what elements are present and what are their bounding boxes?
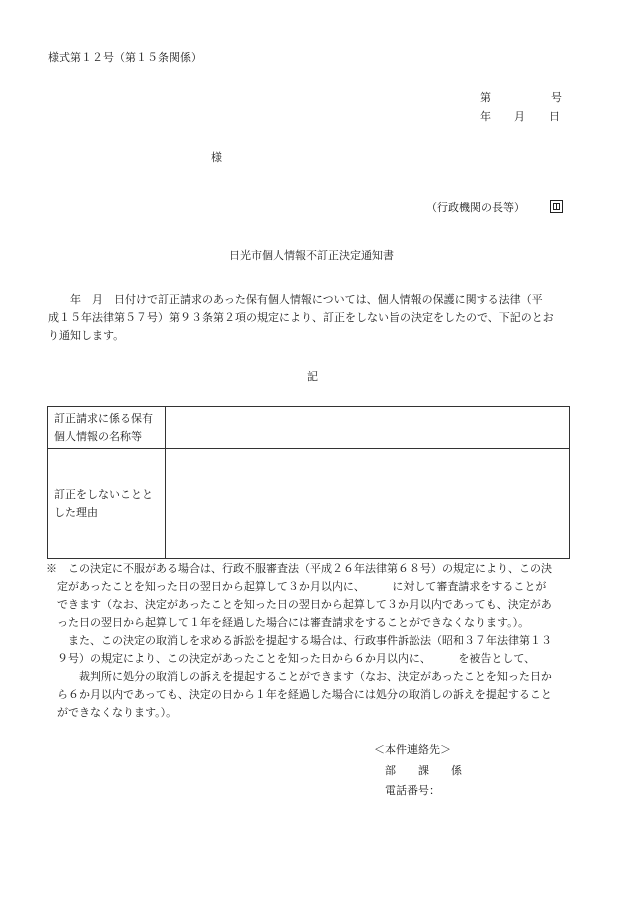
- contact-heading: ＜本件連絡先＞: [374, 743, 451, 756]
- date-month: 月: [514, 110, 525, 123]
- seal-stamp-icon: [550, 200, 563, 213]
- note-line: ら６か月以内であっても、決定の日から１年を経過した場合には処分の取消しの訴えを提起すること: [46, 688, 552, 701]
- note-line: できます（なお、決定があったことを知った日の翌日から起算して３か月以内であっても、決定があ: [46, 598, 552, 611]
- form-number: 様式第１２号（第１５条関係）: [48, 51, 202, 64]
- contact-department: 部 課 係: [385, 764, 462, 777]
- row2-label: 訂正をしないことと した理由: [48, 449, 166, 559]
- table-row: [48, 449, 570, 559]
- row2-value-field: [166, 449, 570, 559]
- table-row: [48, 407, 570, 449]
- intro-paragraph: [48, 291, 588, 345]
- note-line: ９号）の規定により、この決定があったことを知った日から６か月以内に、 を被告として、: [46, 652, 536, 665]
- intro-line: 成１５年法律第５７号）第９３条第２項の規定により、訂正をしない旨の決定をしたので、下記のとお: [48, 311, 554, 324]
- intro-line: 年 月 日付けで訂正請求のあった保有個人情報については、個人情報の保護に関する法律（平: [48, 293, 543, 306]
- row1-label: 訂正請求に係る保有 個人情報の名称等: [48, 407, 166, 449]
- date-day: 日: [549, 110, 560, 123]
- note-line: また、この決定の取消しを求める訴訟を提起する場合は、行政事件訴訟法（昭和３７年法律第１３: [46, 634, 552, 647]
- sender-title: （行政機関の長等）: [426, 201, 525, 214]
- contact-phone: 電話番号：: [385, 784, 440, 797]
- notes-section: [46, 560, 586, 722]
- note-line: 定があったことを知った日の翌日から起算して３か月以内に、 に対して審査請求をすることが: [46, 580, 547, 593]
- intro-line: り通知します。: [48, 329, 125, 342]
- number-suffix: 号: [551, 91, 562, 104]
- date-year: 年: [480, 110, 491, 123]
- number-prefix: 第: [480, 91, 491, 104]
- ki-heading: 記: [307, 370, 318, 383]
- note-line: ができなくなります。）。: [46, 706, 178, 719]
- addressee-suffix: 様: [211, 151, 222, 164]
- row1-value-field: [166, 407, 570, 449]
- note-line: 裁判所に処分の取消しの訴えを提起することができます（なお、決定があったことを知った日か: [46, 670, 552, 683]
- document-title: 日光市個人情報不訂正決定通知書: [229, 249, 394, 262]
- note-line: ※ この決定に不服がある場合は、行政不服審査法（平成２６年法律第６８号）の規定により、この決: [46, 562, 552, 575]
- info-table: [47, 406, 570, 559]
- note-line: った日の翌日から起算して１年を経過した場合には審査請求をすることができなくなります。）。: [46, 616, 530, 629]
